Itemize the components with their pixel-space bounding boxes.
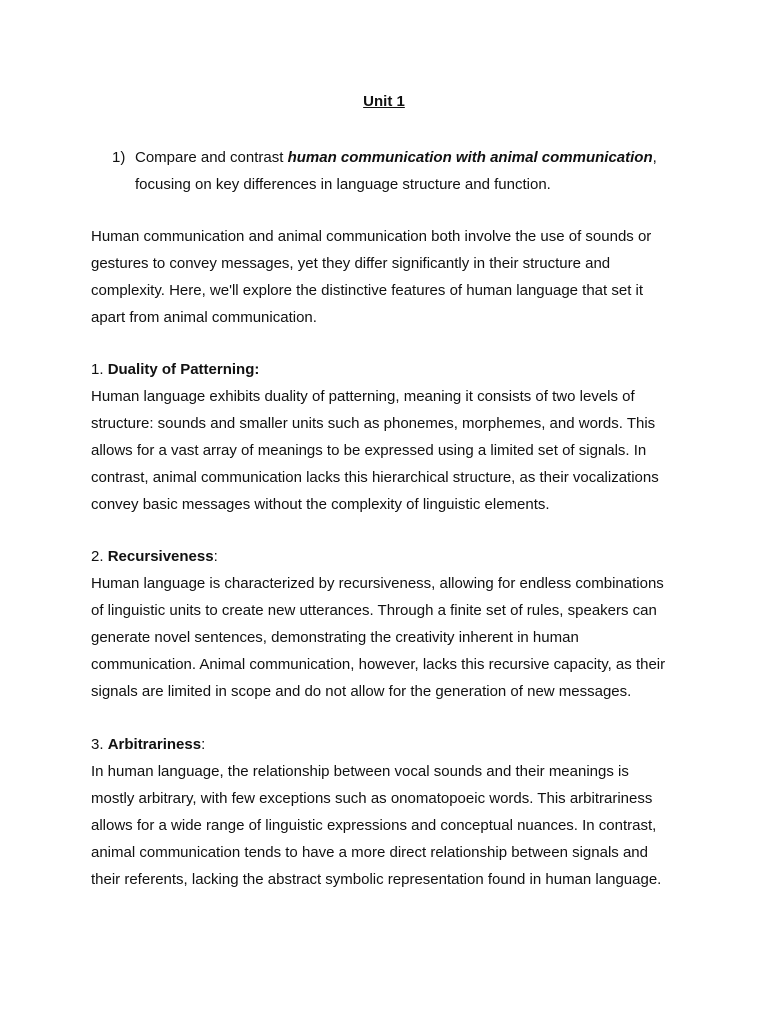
question-emphasis: human communication with animal communication bbox=[287, 149, 653, 166]
section-title: Arbitrariness bbox=[107, 736, 202, 753]
question-tail: , bbox=[652, 149, 657, 166]
question-line-2: focusing on key differences in language structure and function. bbox=[135, 176, 551, 193]
question-lead: Compare and contrast bbox=[135, 149, 288, 166]
section-body-arbitrariness: In human language, the relationship between vocal sounds and their meanings is mostly arbitrary, with few exceptions such as onomatopoeic words. This arbitrariness allows for a wide range of linguistic expressions and conceptual nuances. In contrast, animal communication tends to have a more direct relationship between signals and their referents, lacking the abstract symbolic representation found in human language. bbox=[91, 763, 662, 888]
section-body-recursiveness: Human language is characterized by recursiveness, allowing for endless combinations of linguistic units to create new utterances. Through a finite set of rules, speakers can generate novel sentences, demonstrating the creativity inherent in human communication. Animal communication, however, lacks this recursive capacity, as their signals are limited in scope and do not allow for the generation of new messages. bbox=[91, 575, 666, 700]
section-title: Recursiveness bbox=[107, 548, 214, 565]
section-heading-arbitrariness bbox=[91, 731, 676, 758]
section-number: 3. bbox=[91, 736, 104, 753]
question-text bbox=[135, 144, 672, 198]
section-heading-duality bbox=[91, 356, 676, 383]
question-item bbox=[112, 144, 672, 198]
section-title: Duality of Patterning: bbox=[107, 361, 260, 378]
section-number: 2. bbox=[91, 548, 104, 565]
section-number: 1. bbox=[91, 361, 104, 378]
page-title: Unit 1 bbox=[363, 93, 405, 110]
section-suffix: : bbox=[213, 548, 218, 565]
intro-paragraph: Human communication and animal communication both involve the use of sounds or gestures to convey messages, yet they differ significantly in their structure and complexity. Here, we'll explore the distinctive features of human language that set it apart from animal communication. bbox=[91, 228, 652, 326]
section-body-duality: Human language exhibits duality of patterning, meaning it consists of two levels of structure: sounds and smaller units such as phonemes, morphemes, and words. This allows for a vast array of meanings to be expressed using a limited set of signals. In contrast, animal communication lacks this hierarchical structure, as their vocalizations convey basic messages without the complexity of linguistic elements. bbox=[91, 388, 659, 513]
question-number: 1) bbox=[112, 149, 126, 166]
section-heading-recursiveness bbox=[91, 543, 676, 570]
section-suffix: : bbox=[201, 736, 206, 753]
